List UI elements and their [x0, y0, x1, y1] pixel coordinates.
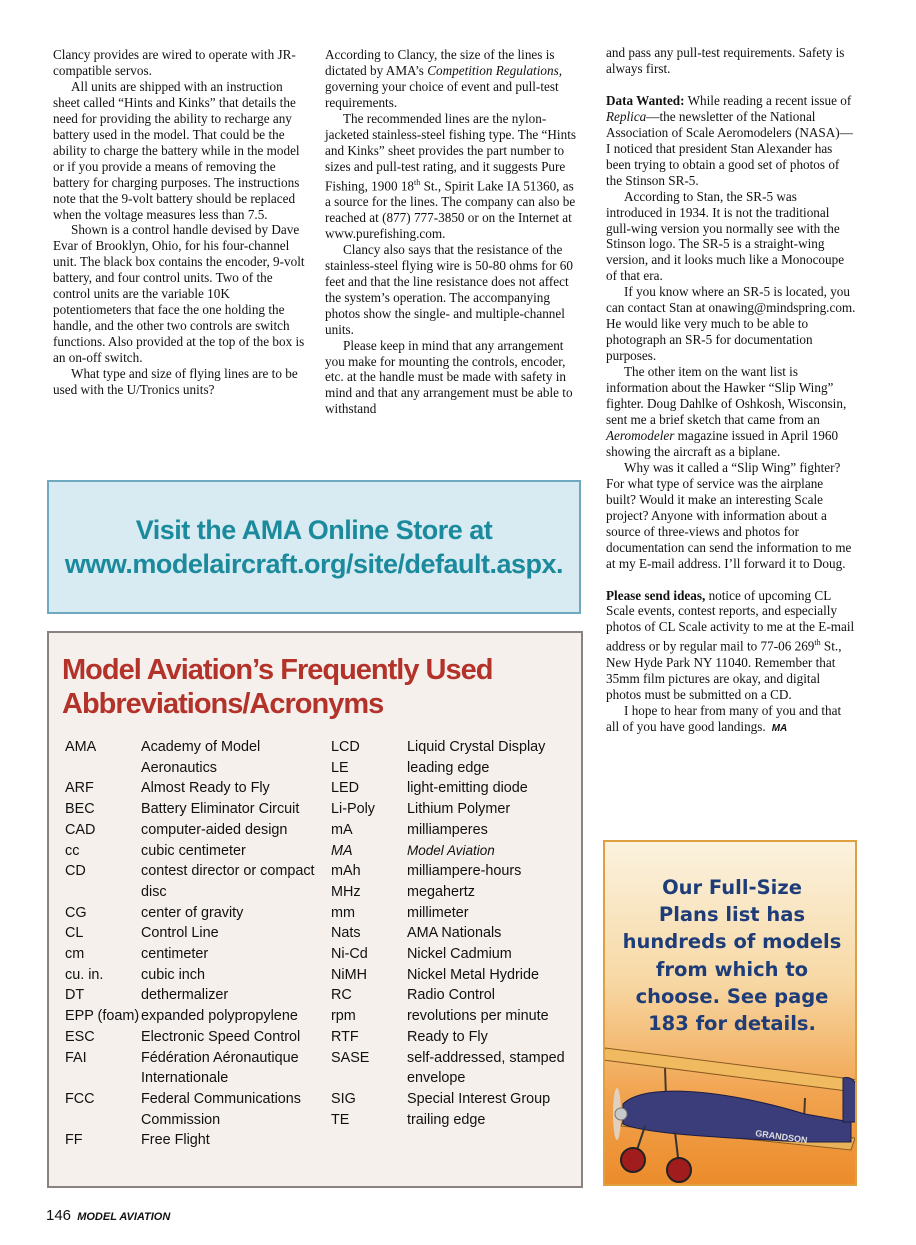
- abbreviation-definition: centimeter: [141, 946, 209, 963]
- abbreviation-row: [331, 985, 579, 1006]
- plans-line-5: choose. See page: [635, 984, 829, 1008]
- text-run: St., Spirit Lake IA 51360, as a source for the lines. The company can also be reached at (877) 777-3850 or on the Internet at www.purefishing.com.: [325, 178, 576, 241]
- abbreviation-term: BEC: [65, 801, 95, 818]
- col3-paragraph-4: If you know where an SR-5 is located, you can contact Stan at onawing@mindspring.com. He would like very much to be able to photograph an SR-5 for documentation purposes.: [606, 284, 856, 364]
- page-number: 146: [46, 1207, 72, 1224]
- abbreviation-row: [331, 1089, 579, 1110]
- superscript: th: [414, 177, 421, 187]
- abbreviation-row: [65, 965, 316, 986]
- abbreviation-row: [65, 778, 316, 799]
- abbreviation-definition: contest director or compact disc: [141, 863, 315, 900]
- end-mark: MA: [771, 722, 788, 734]
- abbreviation-term: MA: [331, 842, 353, 859]
- abbreviation-term: mA: [331, 821, 353, 838]
- abbreviation-definition: dethermalizer: [141, 987, 229, 1004]
- abbreviation-row: [65, 1089, 316, 1130]
- abbreviation-term: RTF: [331, 1028, 359, 1045]
- col1-paragraph-1: Clancy provides are wired to operate with JR-compatible servos.: [53, 47, 296, 78]
- text-run: notice of upcoming CL Scale events, contest reports, and especially photos of CL Scale activity to me at the E-mail address or by regular mail to 77-06 269: [606, 587, 855, 654]
- text-run: While reading a recent issue of: [684, 92, 852, 108]
- col2-paragraph-2: [325, 111, 580, 242]
- abbreviation-term: CAD: [65, 821, 96, 838]
- text-run: According to Clancy, the size of the lines is dictated by AMA’s: [325, 47, 555, 78]
- col3-paragraph-2: [606, 93, 856, 189]
- page-footer: [46, 1207, 170, 1224]
- abbreviations-list-left: [65, 737, 316, 1151]
- abbreviation-row: [65, 1130, 316, 1151]
- upper-wing: [605, 1048, 857, 1092]
- abbreviation-term: LCD: [331, 739, 360, 755]
- wheel: [621, 1148, 645, 1172]
- abbreviation-definition: center of gravity: [141, 904, 244, 921]
- italic-title: Competition Regulations,: [427, 62, 563, 78]
- abbreviation-term: DT: [65, 987, 85, 1004]
- superscript: th: [814, 638, 821, 648]
- store-url[interactable]: www.modelaircraft.org/site/default.aspx.: [64, 549, 564, 579]
- abbreviation-term: FF: [65, 1132, 83, 1149]
- abbreviation-row: [331, 965, 579, 986]
- abbreviation-definition: millimeter: [407, 904, 469, 921]
- abbreviation-definition: revolutions per minute: [407, 1008, 549, 1025]
- abbreviation-row: [331, 944, 579, 965]
- abbreviation-term: ARF: [65, 780, 94, 797]
- fuselage: [623, 1091, 851, 1142]
- abbreviation-definition: Liquid Crystal Display: [407, 739, 546, 755]
- wheel: [667, 1158, 691, 1182]
- abbreviation-term: SASE: [331, 1049, 370, 1066]
- abbreviation-row: [331, 799, 579, 820]
- abbreviation-row: [331, 1110, 579, 1131]
- abbreviation-definition: Federal Communications Commission: [141, 1090, 301, 1128]
- col3-paragraph-7: [606, 588, 856, 703]
- text-run: governing your choice of event and pull-test requirements.: [325, 78, 559, 110]
- publication-name: MODEL AVIATION: [77, 1211, 171, 1223]
- abbreviation-term: TE: [331, 1111, 350, 1128]
- abbreviation-definition: Nickel Cadmium: [407, 946, 512, 963]
- abbreviation-term: cc: [65, 842, 80, 859]
- abbreviation-definition: Free Flight: [141, 1132, 210, 1149]
- abbreviation-term: Ni-Cd: [331, 946, 368, 963]
- plane-name-label: GRANDSON: [754, 1128, 809, 1146]
- plans-line-1: Our Full-Size: [662, 876, 802, 899]
- abbreviations-title: Model Aviation’s Frequently Used Abbreviations/Acronyms: [62, 654, 493, 720]
- abbreviation-definition: Fédération Aéronautique Internationale: [141, 1049, 299, 1087]
- col2-paragraph-4: Please keep in mind that any arrangement you make for mounting the controls, encoder, etc. at the handle must be made with safety in mind and that any arrangement must be able to withstand: [325, 337, 573, 417]
- abbreviation-row: [65, 944, 316, 965]
- abbreviation-term: NiMH: [331, 966, 367, 983]
- abbreviation-definition: Almost Ready to Fly: [141, 780, 270, 797]
- abbreviation-term: Nats: [331, 925, 361, 942]
- text-run: The other item on the want list is information about the Hawker “Slip Wing” fighter. Doug Dahlke of Oshkosh, Wisconsin, sent me a brief sketch that came from an: [606, 364, 847, 427]
- article-column-1: [53, 47, 308, 398]
- abbreviation-definition: Radio Control: [407, 987, 495, 1004]
- abbreviation-definition: expanded polypropylene: [141, 1008, 298, 1025]
- abbreviation-term: AMA: [65, 739, 97, 755]
- abbreviation-row: [331, 882, 579, 903]
- plans-promo-text: [605, 874, 857, 1037]
- store-line-1: Visit the AMA Online Store at: [135, 515, 493, 545]
- col2-paragraph-1: [325, 47, 580, 111]
- abbreviation-row: [65, 985, 316, 1006]
- abbreviation-row: [331, 1006, 579, 1027]
- abbreviation-term: LE: [331, 759, 349, 776]
- abbreviation-term: FAI: [65, 1049, 87, 1066]
- abbreviation-term: ESC: [65, 1028, 95, 1045]
- col1-paragraph-4: What type and size of flying lines are to be used with the U/Tronics units?: [53, 366, 298, 398]
- col3-paragraph-3: According to Stan, the SR-5 was introduced in 1934. It is not the traditional gull-wing version you normally see with the Stinson logo. The SR-5 is a straight-wing version, and it looks much like a Monocoupe of that era.: [606, 188, 845, 284]
- col3-paragraph-6: Why was it called a “Slip Wing” fighter? For what type of service was the airplane built? Would it make an interesting Scale project? Anyone with information about a source of three-views and photos for documentation can send the information to me at my E-mail address. I’ll forward it to Doug.: [606, 459, 852, 571]
- abbreviation-term: Li-Poly: [331, 801, 375, 818]
- abbreviation-row: [331, 1027, 579, 1048]
- text-run: St., New Hyde Park NY 11040. Remember that 35mm film pictures are okay, and digital photos must be submitted on a CD.: [606, 638, 842, 702]
- abbreviation-term: LED: [331, 780, 359, 797]
- plans-line-2: Plans list has: [658, 903, 806, 927]
- abbreviation-row: [65, 903, 316, 924]
- section-lead: Please send ideas,: [606, 587, 706, 603]
- abbreviation-definition: Academy of Model Aeronautics: [141, 739, 261, 776]
- abbreviation-term: cu. in.: [65, 966, 104, 983]
- abbreviation-definition: milliamperes: [407, 821, 488, 838]
- abbreviation-term: mAh: [331, 863, 361, 880]
- abbreviation-definition: Battery Eliminator Circuit: [141, 801, 300, 818]
- abbreviation-row: [331, 737, 579, 758]
- abbreviation-term: CL: [65, 925, 84, 942]
- abbreviation-term: cm: [65, 946, 85, 963]
- abbreviation-definition: Model Aviation: [407, 842, 495, 858]
- abbreviation-term: RC: [331, 987, 352, 1004]
- plans-line-4: from which to: [655, 957, 809, 981]
- abbreviation-term: MHz: [331, 883, 361, 900]
- abbreviation-row: [65, 737, 316, 778]
- plans-promo-box: [603, 840, 857, 1186]
- abbreviation-row: [331, 861, 579, 882]
- text-run: The recommended lines are the nylon-jacketed stainless-steel fishing type. The “Hints and Kinks” sheet provides the part number to sizes and pull-test rating, and it suggests Pure Fishing, 1900 18: [325, 110, 576, 194]
- abbreviation-row: [65, 799, 316, 820]
- abbreviation-row: [331, 841, 579, 862]
- abbreviation-definition: cubic centimeter: [141, 842, 246, 859]
- abbreviation-row: [331, 1048, 579, 1089]
- abbreviation-row: [331, 778, 579, 799]
- abbreviation-definition: Nickel Metal Hydride: [407, 966, 539, 983]
- abbreviation-row: [65, 820, 316, 841]
- abbreviation-definition: AMA Nationals: [407, 925, 502, 942]
- abbreviation-row: [331, 820, 579, 841]
- col3-paragraph-1: and pass any pull-test requirements. Safety is always first.: [606, 45, 845, 76]
- section-lead: Data Wanted:: [606, 92, 685, 108]
- abbreviation-row: [331, 923, 579, 944]
- abbreviation-row: [65, 861, 316, 902]
- abbreviation-definition: Electronic Speed Control: [141, 1028, 301, 1045]
- abbreviation-row: [65, 1027, 316, 1048]
- col2-paragraph-3: Clancy also says that the resistance of the stainless-steel flying wire is 50-80 ohms for 60 feet and that the line resistance does not affect the system’s operation. The accompanying photos show the single- and multiple-channel units.: [325, 241, 573, 337]
- abbreviation-row: [331, 903, 579, 924]
- col1-paragraph-2: All units are shipped with an instruction sheet called “Hints and Kinks” that details the need for providing the ability to recharge any battery used in the model. That could be the ability to charge the battery while in the model or if you provide a means of removing the battery for charging purposes. The instructions note that the 9-volt battery should be replaced when the voltage measures less than 7.5.: [53, 78, 300, 222]
- abbreviation-definition: Special Interest Group: [407, 1090, 551, 1107]
- abbreviation-definition: Ready to Fly: [407, 1028, 488, 1045]
- abbreviation-row: [65, 841, 316, 862]
- abbreviation-term: rpm: [331, 1008, 356, 1025]
- abbreviation-row: [331, 758, 579, 779]
- col1-paragraph-3: Shown is a control handle devised by Dave Evar of Brooklyn, Ohio, for his four-channel unit. The black box contains the encoder, 9-volt battery, and four control units. Two of the control units are the variable 10K potentiometers that face the one holding the handle, and the other two controls are switch functions. Also provided at the top of the box is an on-off switch.: [53, 222, 305, 366]
- text-run: I hope to hear from many of you and that all of you have good landings.: [606, 702, 842, 734]
- abbreviation-term: CD: [65, 863, 86, 880]
- col3-paragraph-8: [606, 703, 856, 737]
- abbreviation-definition: Control Line: [141, 925, 219, 942]
- abbreviation-row: [65, 1048, 316, 1089]
- abbreviations-box: [47, 631, 583, 1188]
- article-column-2: [325, 47, 580, 417]
- abbreviation-definition: leading edge: [407, 759, 490, 776]
- biplane-illustration: [605, 1038, 857, 1186]
- abbreviation-definition: self-addressed, stamped envelope: [407, 1049, 565, 1087]
- abbreviation-definition: cubic inch: [141, 966, 205, 983]
- abbreviation-row: [65, 923, 316, 944]
- abbreviation-term: EPP (foam): [65, 1008, 140, 1025]
- abbreviation-definition: milliampere-hours: [407, 863, 522, 880]
- abbreviation-definition: light-emitting diode: [407, 780, 528, 797]
- article-column-3: [606, 45, 856, 736]
- online-store-banner[interactable]: [47, 480, 581, 614]
- abbreviation-definition: trailing edge: [407, 1111, 486, 1128]
- abbreviation-definition: megahertz: [407, 883, 475, 900]
- abbreviation-definition: computer-aided design: [141, 821, 288, 838]
- abbreviation-definition: Lithium Polymer: [407, 801, 511, 818]
- plans-line-3: hundreds of models: [622, 930, 842, 954]
- abbreviations-list-right: [331, 737, 579, 1130]
- text-run: magazine issued in April 1960 showing the aircraft as a biplane.: [606, 427, 839, 459]
- abbreviation-term: FCC: [65, 1090, 95, 1107]
- tail-fin: [843, 1077, 857, 1122]
- italic-title: Replica: [606, 108, 647, 124]
- spinner: [615, 1108, 627, 1120]
- plans-line-6: 183 for details.: [648, 1012, 816, 1036]
- italic-title: Aeromodeler: [606, 427, 675, 443]
- col3-paragraph-5: [606, 364, 856, 460]
- abbreviation-term: SIG: [331, 1090, 356, 1107]
- abbreviation-row: [65, 1006, 316, 1027]
- abbreviation-term: mm: [331, 904, 355, 921]
- abbreviation-term: CG: [65, 904, 87, 921]
- text-run: —the newsletter of the National Association of Scale Aeromodelers (NASA)—I noticed that president Stan Alexander has been trying to obtain a good set of photos of the Stinson SR-5.: [606, 108, 853, 188]
